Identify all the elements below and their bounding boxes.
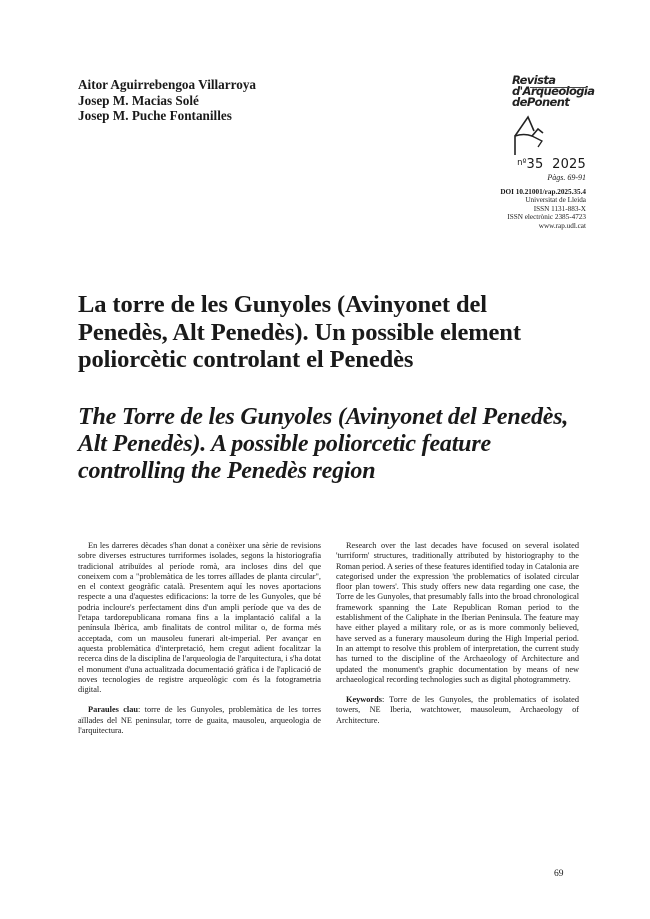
article-title-english: The Torre de les Gunyoles (Avinyonet del Penedès, Alt Penedès). A possible poliorcetic feature controlling the Penedès region	[78, 404, 569, 484]
keywords-english-text: : Torre de les Gunyoles, the problematics of isolated towers, NE Iberia, watchtower, mausoleum, Archaeology of Architecture.	[336, 695, 579, 725]
issue-line	[517, 157, 586, 172]
keywords-english	[336, 695, 579, 726]
doi-link[interactable]: DOI 10.21001/rap.2025.35.4	[500, 188, 586, 196]
abstract-english: Research over the last decades have focused on several isolated 'turriform' structures, traditionally attributed by historiography to the Roman period. A series of these features identified today in Catalonia are categorised under the expression 'the problematics of isolated circular floor plan towers'. This study offers new data regarding one case, the Torre de les Gunyoles, that presumably falls into the broad chronological framework spanning the Late Republican Roman period to the establishment of the Caliphate in the Iberian Peninsula. The feature may have either played a military role, or as is more commonly believed, have served as a funerary mausoleum during the High Imperial period. In an attempt to resolve this problem of interpretation, the current study has turned to the discipline of the Archaeology of Architecture and updated the monument's graphic documentation by means of new archaeological recording technologies such as digital photogrammetry.	[336, 541, 579, 684]
journal-url[interactable]: www.rap.udl.cat	[538, 221, 586, 230]
journal-logo-icon	[512, 115, 548, 157]
author-name: Josep M. Puche Fontanilles	[78, 108, 232, 123]
author-name: Josep M. Macias Solé	[78, 92, 199, 108]
abstract-catalan: En les darreres dècades s'han donat a conèixer una sèrie de revisions sobre diverses estructures turriformes isolades, segons la historiografia tradicional atribuïdes al període romà, ara incloses dins del que coneixem com a "problemàtica de les torres aïllades de planta circular", en el context geogràfic català. Presentem aquí les noves aportacions respecte a una d'aquestes edificacions: la torre de les Gunyoles, que bé podria incloure's perfectament dins d'un ampli període que va des de l'etapa tardorepublicana romana fins a la implantació califal a la península Ibèrica, amb finalitats de control militar o, de forma més acceptada, com un mausoleu funerari alt-imperial. Per avançar en aquesta problemàtica d'interpretació, hem cregut adient focalitzar la recerca dins de la disciplina de l'arqueologia de l'arquitectura, i s'ha dotat el monument d'una actualitzada documentació gràfica i de l'aplicació de noves tecnologies de registre arqueològic com és la fotogrametria digital.	[78, 541, 321, 695]
page-range: Pàgs. 69-91	[547, 173, 586, 182]
issn: ISSN 1131-883-X	[533, 204, 586, 213]
issue-prefix: nº	[517, 158, 527, 168]
article-title-catalan: La torre de les Gunyoles (Avinyonet del Penedès, Alt Penedès). Un possible element poliorcètic controlant el Penedès	[78, 291, 521, 373]
keywords-english-label: Keywords	[346, 695, 382, 705]
keywords-catalan	[78, 705, 321, 736]
issn-electronic: ISSN electrònic 2385-4723	[507, 213, 586, 222]
author-name: Aitor Aguirrebengoa Villarroya	[78, 77, 257, 92]
issue-year: 2025	[552, 157, 586, 172]
page-number: 69	[554, 869, 564, 879]
issue-number: 35	[526, 157, 544, 172]
publisher: Universitat de Lleida	[525, 196, 586, 205]
abstract-catalan-column	[78, 541, 321, 736]
journal-rule	[530, 87, 586, 88]
keywords-catalan-label: Paraules clau	[88, 705, 138, 715]
keywords-catalan-text: : torre de les Gunyoles, problemàtica de les torres aïllades del NE peninsular, torre de guaita, mausoleu, arqueologia de l'arquitectura.	[78, 705, 322, 736]
author-list	[78, 77, 256, 124]
abstract-english-column	[336, 541, 579, 726]
journal-name: Revista d'Arqueologia dePonent	[512, 73, 595, 109]
publication-meta	[500, 188, 586, 230]
